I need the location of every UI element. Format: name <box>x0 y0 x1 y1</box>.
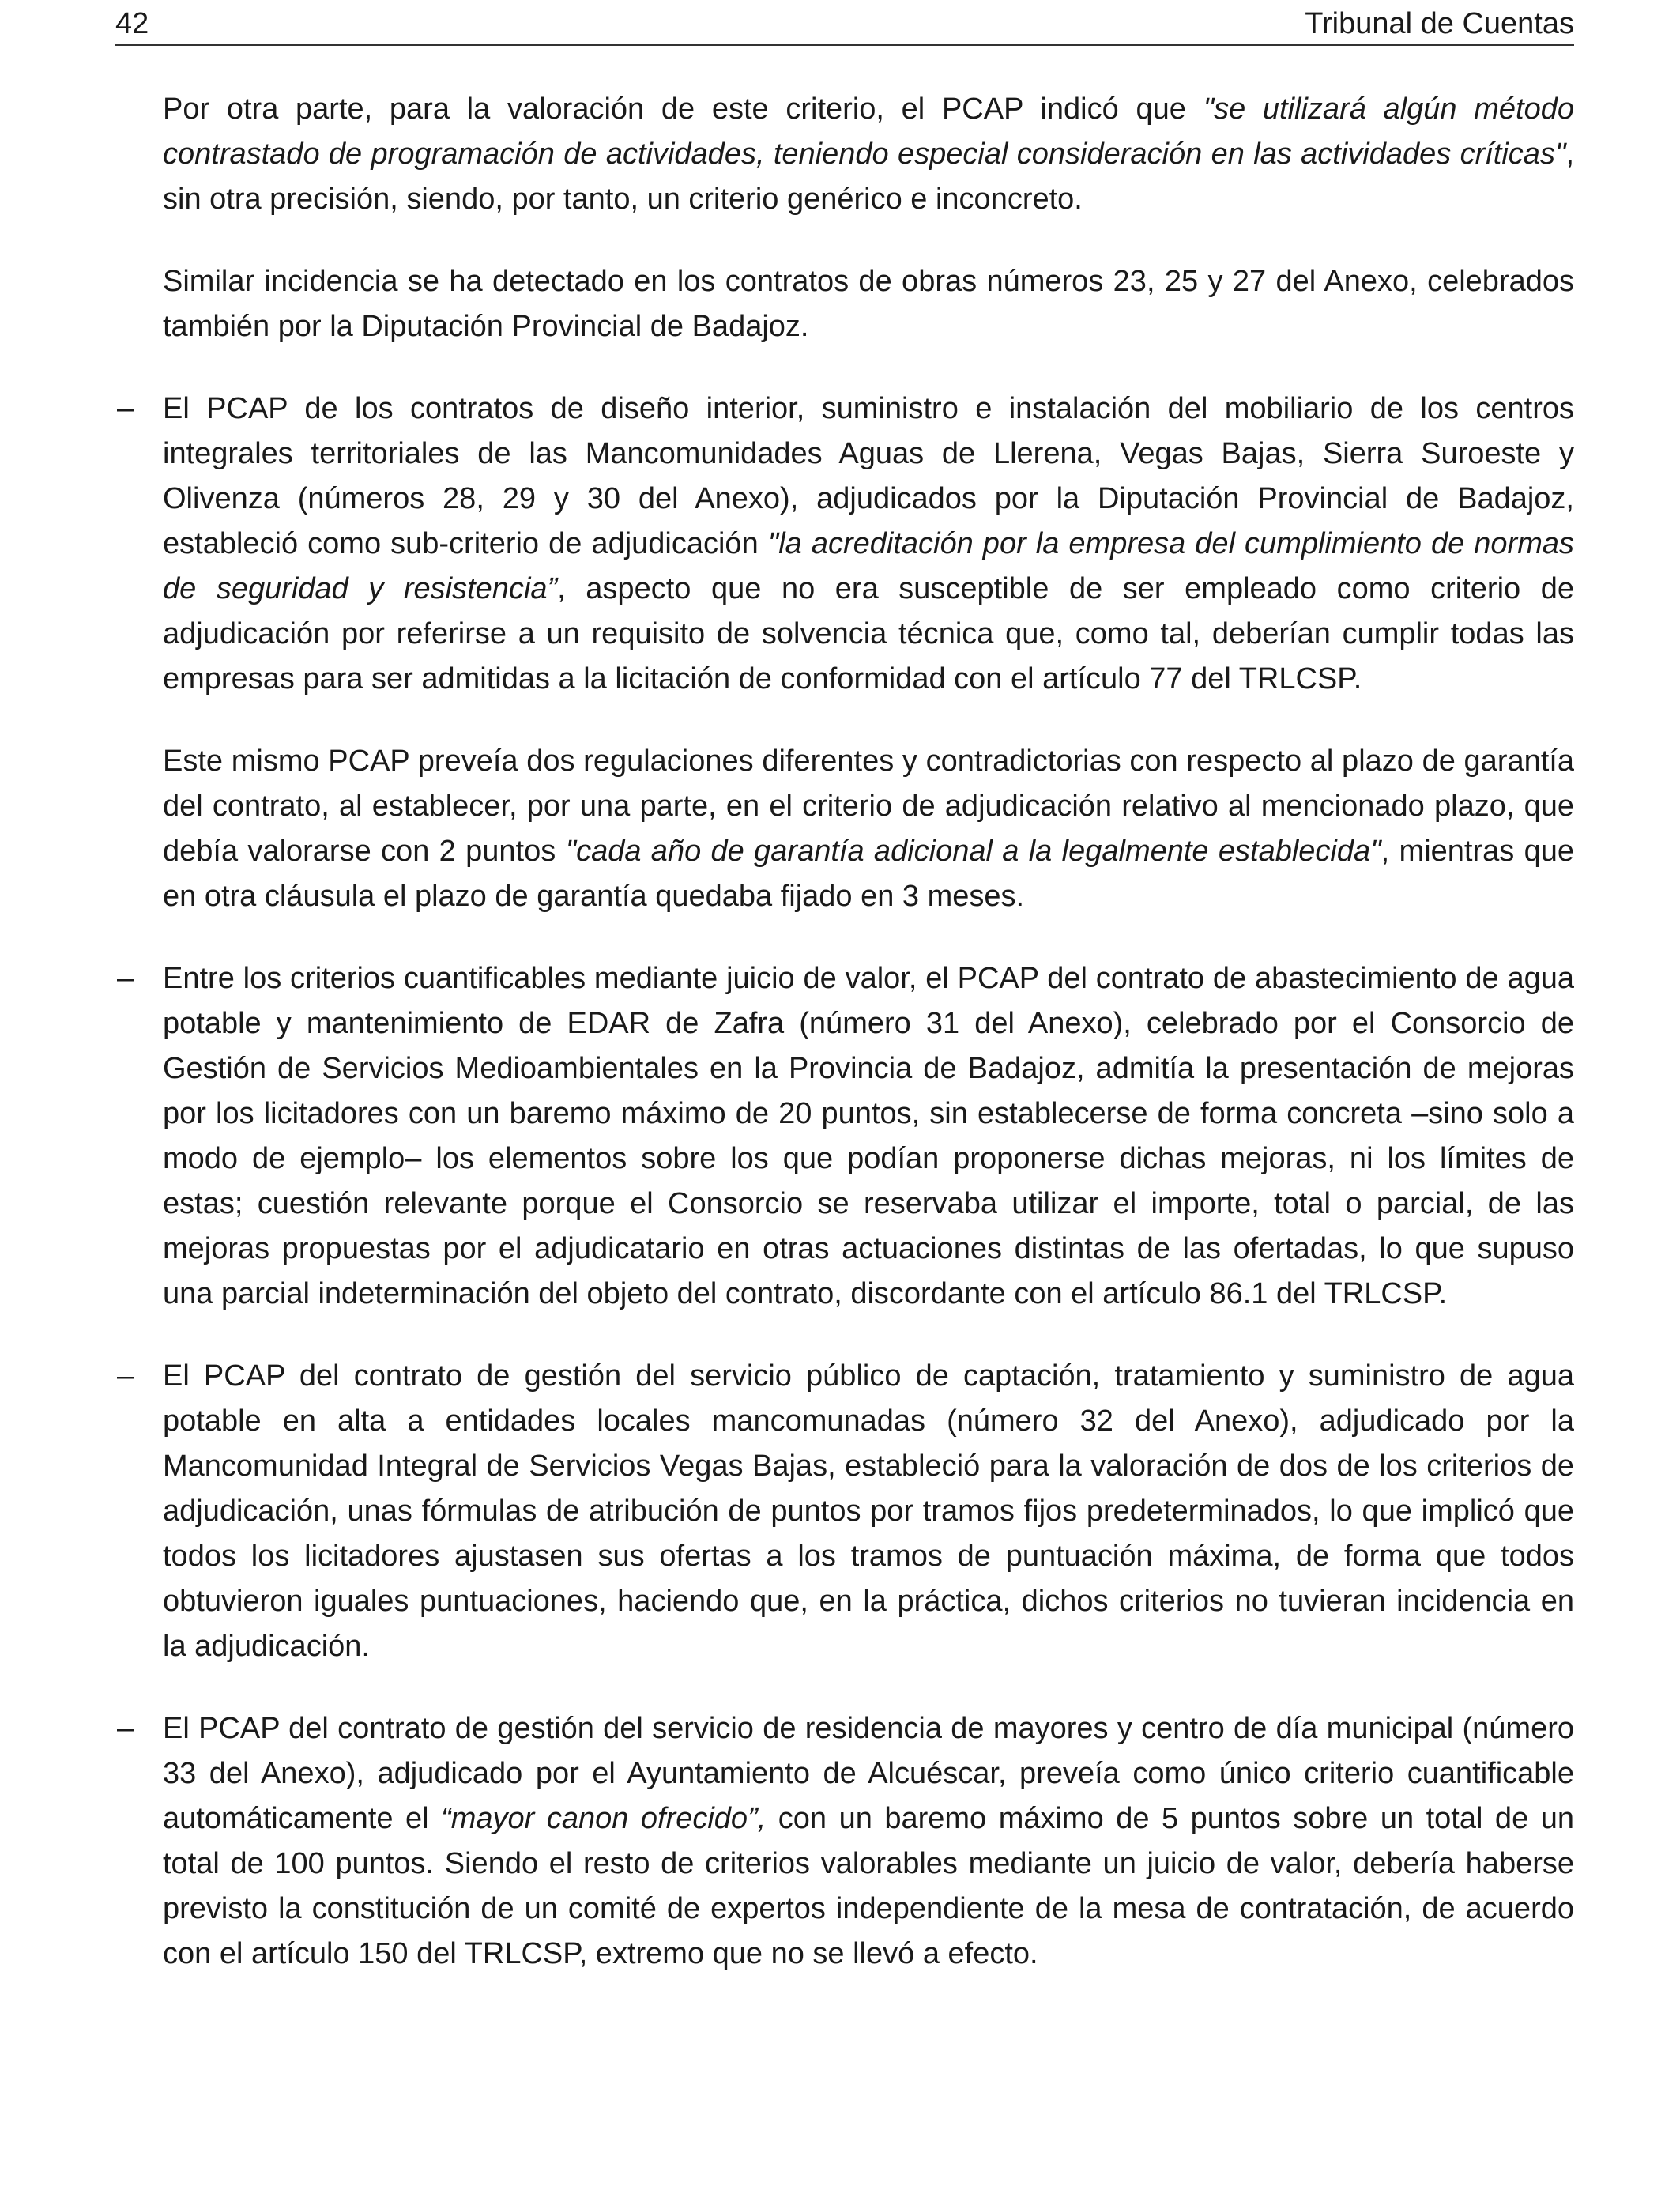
document-body <box>117 87 1574 2014</box>
paragraph-text: El PCAP del contrato de gestión del servicio público de captación, tratamiento y suministro de agua potable en alta a entidades locales mancomunadas (número 32 del Anexo), adjudicado por la Mancomunidad Integral de Servicios Vegas Bajas, estableció para la valoración de dos de los criterios de adjudicación, unas fórmulas de atribución de puntos por tramos fijos predeterminados, lo que implicó que todos los licitadores ajustasen sus ofertas a los tramos de puntuación máxima, de forma que todos obtuvieron iguales puntuaciones, haciendo que, en la práctica, dichos criterios no tuvieran incidencia en la adjudicación. <box>163 1359 1574 1663</box>
paragraph-text: Por otra parte, para la valoración de este criterio, el PCAP indicó que <box>163 92 1203 126</box>
quoted-text: "se utilizará algún método contrastado de programación de actividades, teniendo especial consideración en las actividades críticas" <box>163 92 1574 171</box>
paragraph-text: , mientras que en otra cláusula el plazo de garantía quedaba fijado en 3 meses. <box>163 835 1574 913</box>
bullet-dash: – <box>117 1712 134 1745</box>
paragraph-text: Entre los criterios cuantificables mediante juicio de valor, el PCAP del contrato de abastecimiento de agua potable y mantenimiento de EDAR de Zafra (número 31 del Anexo), celebrado por el Consorcio de Gestión de Servicios Medioambientales en la Provincia de Badajoz, admitía la presentación de mejoras por los licitadores con un baremo máximo de 20 puntos, sin establecerse de forma concreta –sino solo a modo de ejemplo– los elementos sobre los que podían proponerse dichas mejoras, ni los límites de estas; cuestión relevante porque el Consorcio se reservaba utilizar el importe, total o parcial, de las mejoras propuestas por el adjudicatario en otras actuaciones distintas de las ofertadas, lo que supuso una parcial indeterminación del objeto del contrato, discordante con el artículo 86.1 del TRLCSP. <box>163 962 1574 1310</box>
paragraph-text: Este mismo PCAP preveía dos regulaciones diferentes y contradictorias con respecto al plazo de garantía del contrato, al establecer, por una parte, en el criterio de adjudicación relativo al mencionado plazo, que debía valorarse con 2 puntos <box>163 745 1574 868</box>
page-number: 42 <box>115 7 149 40</box>
bullet-dash: – <box>117 392 134 425</box>
paragraph <box>163 87 1574 222</box>
paragraph <box>163 259 1574 349</box>
paragraph-text: Similar incidencia se ha detectado en los contratos de obras números 23, 25 y 27 del Anexo, celebrados también por la Diputación Provincial de Badajoz. <box>163 265 1574 343</box>
bullet-paragraph <box>117 956 1574 1317</box>
paragraph-text: El PCAP del contrato de gestión del servicio de residencia de mayores y centro de día municipal (número 33 del Anexo), adjudicado por el Ayuntamiento de Alcuéscar, preveía como único criterio cuantificable automáticamente el <box>163 1712 1574 1835</box>
paragraph <box>163 739 1574 919</box>
paragraph-text: con un baremo máximo de 5 puntos sobre un total de un total de 100 puntos. Siendo el resto de criterios valorables mediante un juicio de valor, debería haberse previsto la constitución de un comité de expertos independiente de la mesa de contratación, de acuerdo con el artículo 150 del TRLCSP, extremo que no se llevó a efecto. <box>163 1802 1574 1970</box>
paragraph-text: El PCAP de los contratos de diseño interior, suministro e instalación del mobiliario de los centros integrales territoriales de las Mancomunidades Aguas de Llerena, Vegas Bajas, Sierra Suroeste y Olivenza (números 28, 29 y 30 del Anexo), adjudicados por la Diputación Provincial de Badajoz, estableció como sub-criterio de adjudicación <box>163 392 1574 560</box>
quoted-text: “mayor canon ofrecido”, <box>441 1802 767 1835</box>
bullet-dash: – <box>117 962 134 995</box>
bullet-paragraph <box>117 386 1574 702</box>
paragraph-text: , sin otra precisión, siendo, por tanto, un criterio genérico e inconcreto. <box>163 138 1574 216</box>
quoted-text: "cada año de garantía adicional a la legalmente establecida" <box>565 835 1381 868</box>
page-header <box>115 0 1574 46</box>
bullet-paragraph <box>117 1354 1574 1669</box>
paragraph-text: , aspecto que no era susceptible de ser empleado como criterio de adjudicación por referirse a un requisito de solvencia técnica que, como tal, deberían cumplir todas las empresas para ser admitidas a la licitación de conformidad con el artículo 77 del TRLCSP. <box>163 572 1574 696</box>
header-title: Tribunal de Cuentas <box>1305 7 1574 40</box>
bullet-paragraph <box>117 1706 1574 1977</box>
quoted-text: "la acreditación por la empresa del cumplimiento de normas de seguridad y resistencia” <box>163 527 1574 605</box>
bullet-dash: – <box>117 1359 134 1393</box>
